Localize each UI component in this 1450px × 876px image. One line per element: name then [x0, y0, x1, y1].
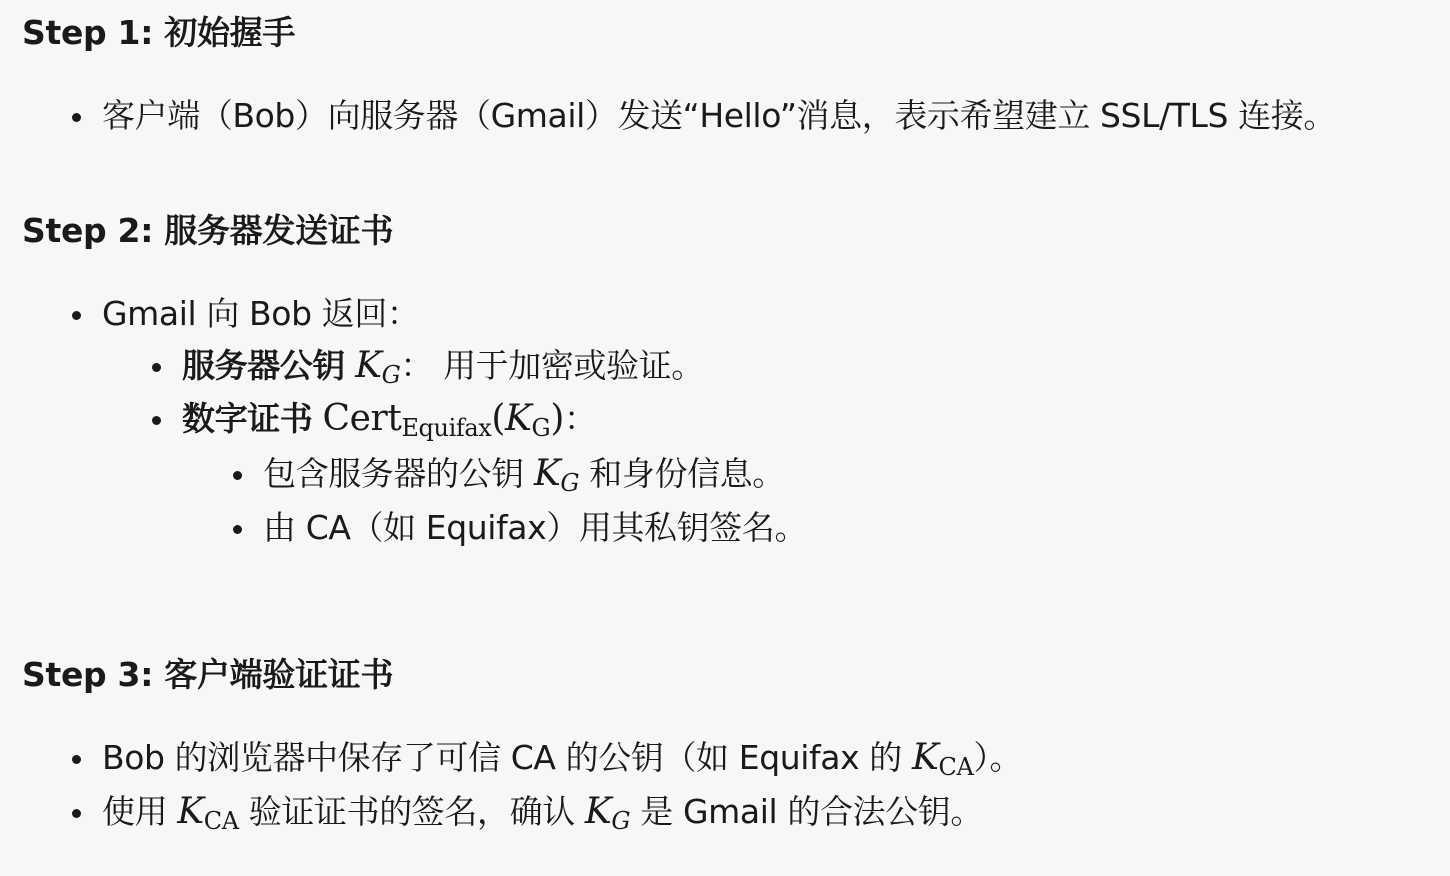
- cert-label: 数字证书: [182, 399, 313, 438]
- step3-item-browser: Bob 的浏览器中保存了可信 CA 的公钥（如 Equifax 的 $K_{CA}$）。: [102, 738, 1022, 787]
- step1-item-text: 客户端（Bob）向服务器（Gmail）发送“Hello”消息，表示希望建立 SSL/TLS 连接。: [102, 96, 1336, 135]
- math-kg: $K_G$: [355, 345, 401, 389]
- step1-item-hello: [102, 96, 1336, 136]
- math-kca: $K_{CA}$: [177, 791, 239, 835]
- step1-heading: Step 1: 初始握手: [22, 13, 296, 52]
- step2-heading: Step 2: 服务器发送证书: [22, 211, 394, 250]
- step2-subitem-pubkey: [182, 346, 704, 395]
- cert-detail-contains: 包含服务器的公钥 $K_G$ 和身份信息。: [263, 454, 785, 503]
- step2-item-text: Gmail 向 Bob 返回：: [102, 294, 420, 333]
- math-kg: $K_G$: [533, 453, 580, 497]
- cert-detail-signed: 由 CA（如 Equifax）用其私钥签名。: [263, 508, 808, 547]
- math-kca: $K_{CA}$: [912, 737, 974, 781]
- cert-suffix: ：: [563, 399, 597, 438]
- pubkey-desc: ： 用于加密或验证。: [400, 346, 704, 385]
- step2-subitem-cert: [182, 399, 597, 448]
- math-kg: $K_G$: [584, 791, 631, 835]
- step3-heading: Step 3: 客户端验证证书: [22, 655, 394, 694]
- step2-item-gmail-returns: [102, 294, 420, 334]
- pubkey-label: 服务器公钥: [182, 346, 346, 385]
- step3-item-verify: 使用 $K_{CA}$ 验证证书的签名，确认 $K_G$ 是 Gmail 的合法公钥。: [102, 792, 983, 841]
- math-cert-equifax: $Cert_{Equifax}(K_G)$: [322, 398, 564, 442]
